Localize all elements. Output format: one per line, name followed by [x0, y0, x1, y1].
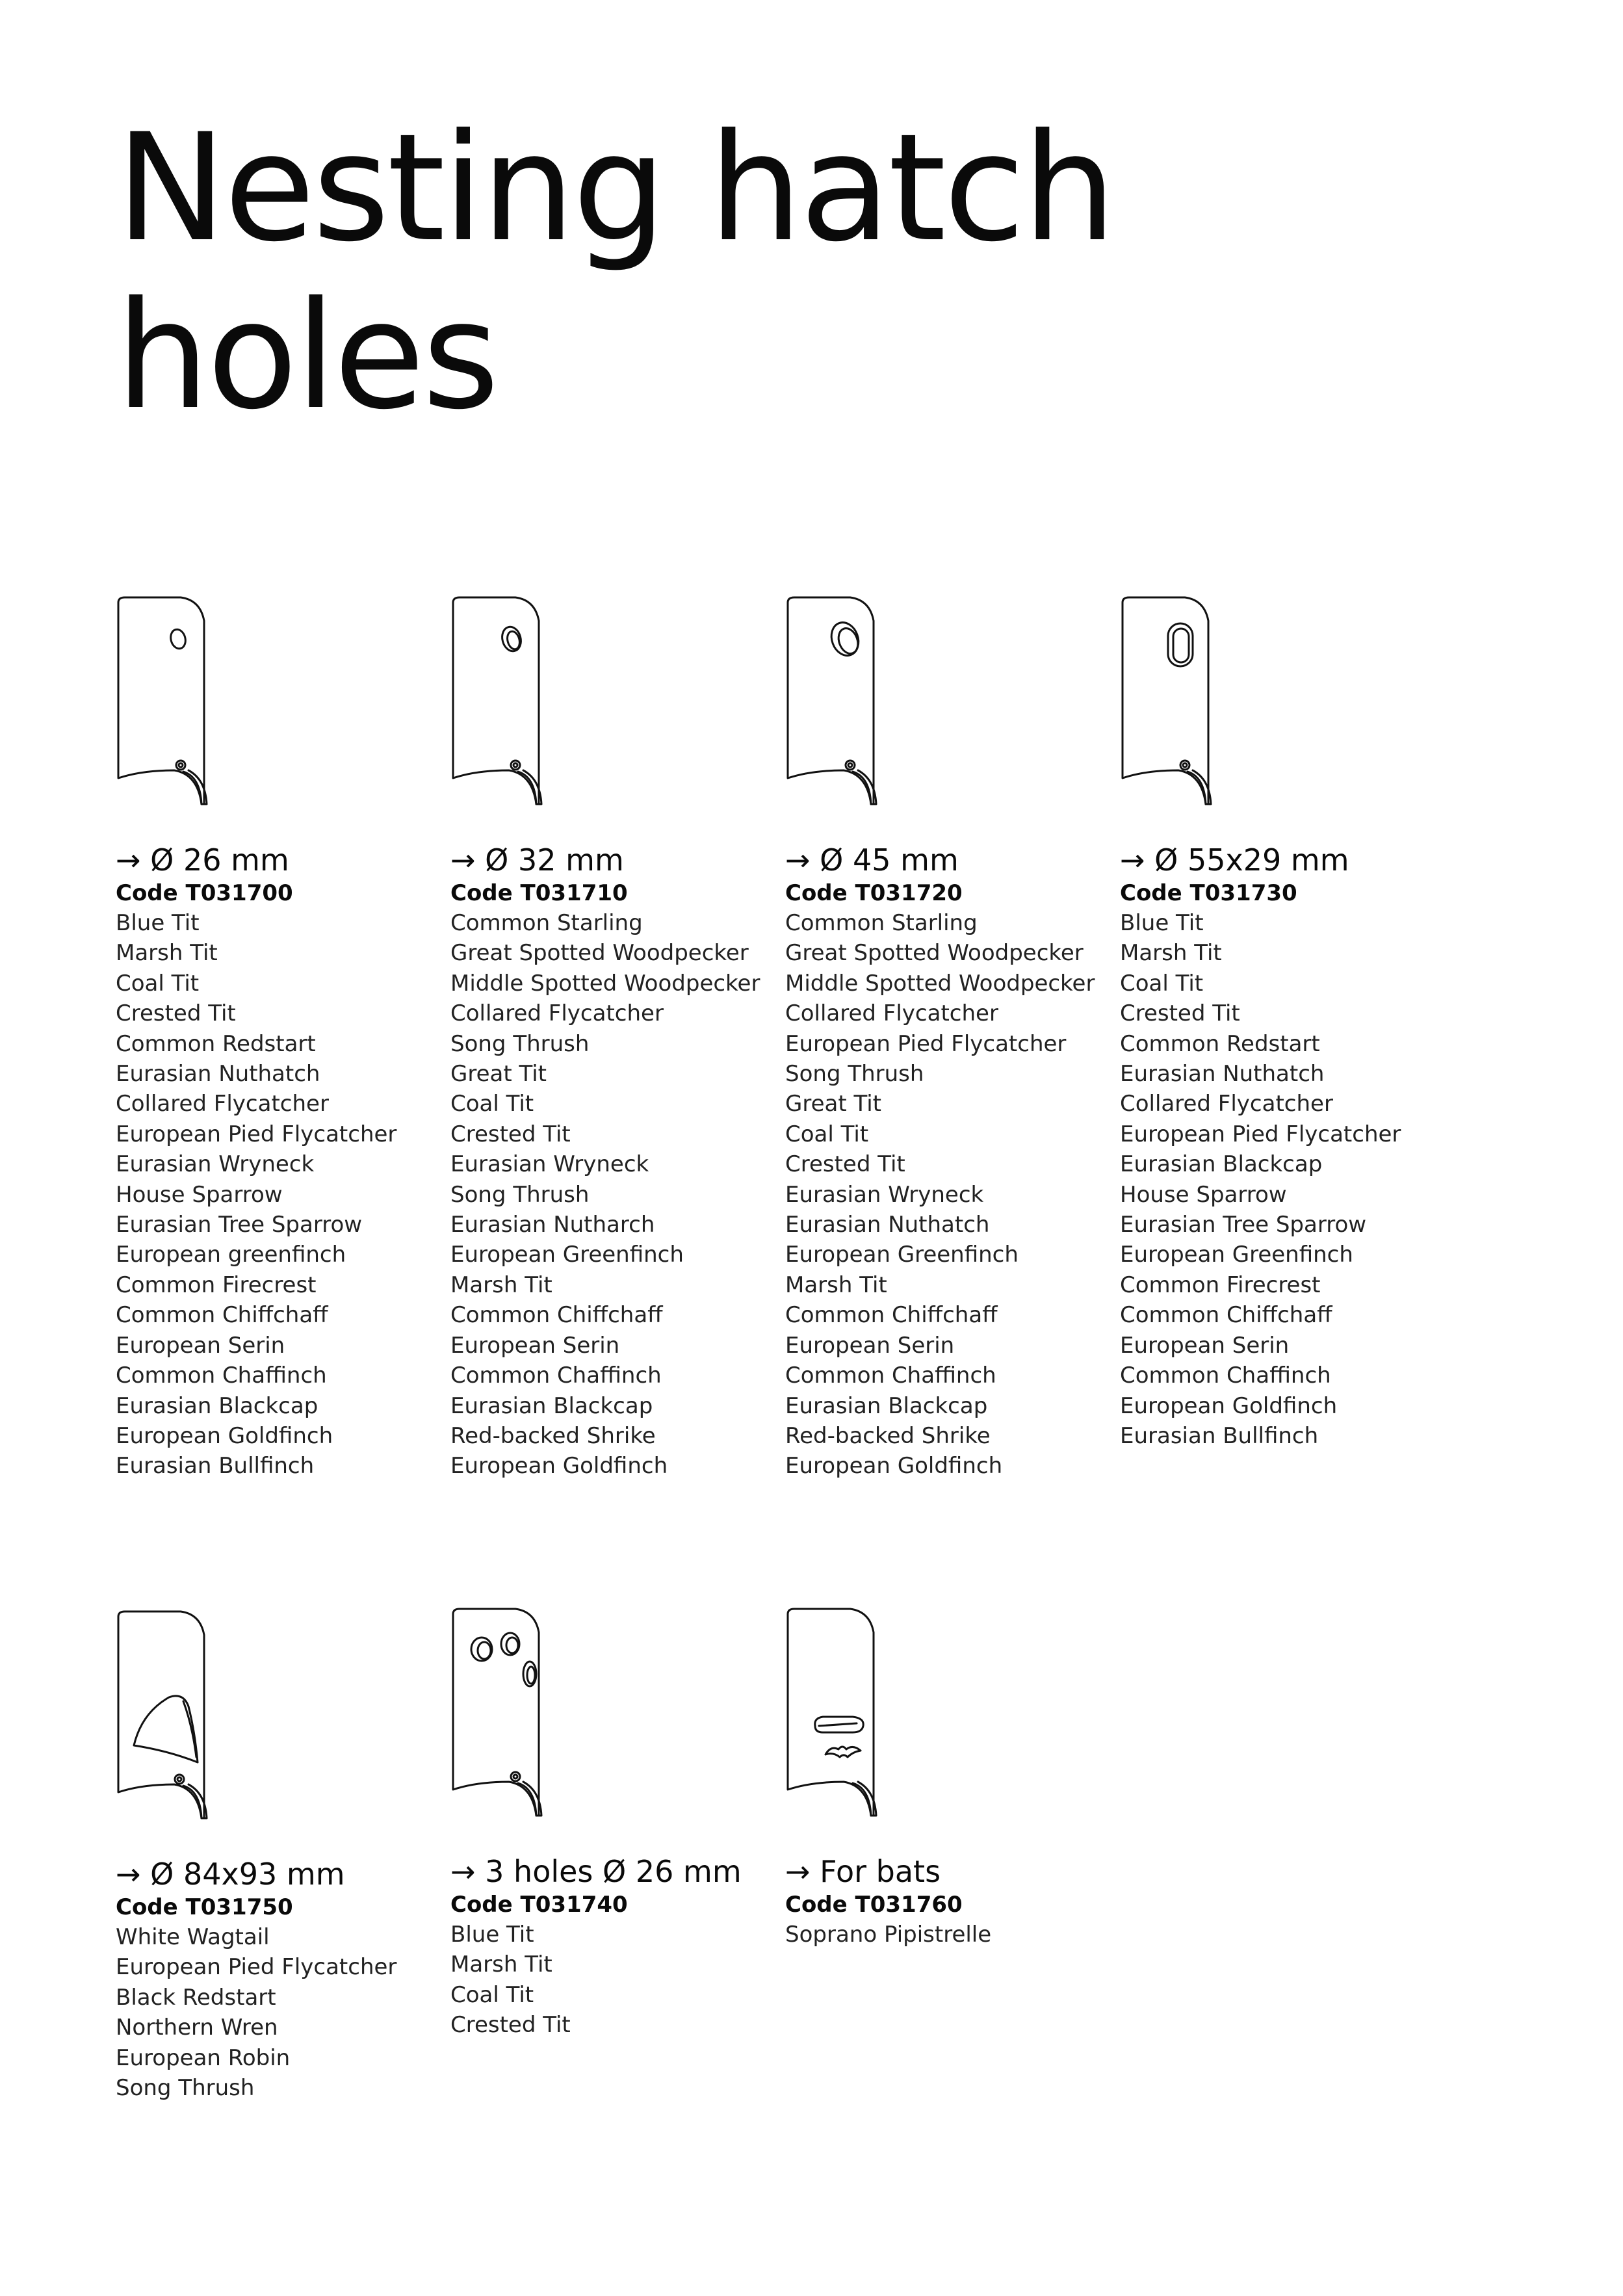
species-item: Common Chaffinch [1120, 1363, 1331, 1389]
hole-size: → Ø 26 mm [116, 842, 289, 878]
species-item: Eurasian Blackcap [450, 1392, 653, 1419]
species-item: Northern Wren [116, 2015, 278, 2041]
page-title-line-1: Nesting hatch [116, 101, 1114, 274]
species-item: Song Thrush [785, 1061, 924, 1088]
product-code: Code T031750 [116, 1894, 293, 1920]
species-item: Great Tit [450, 1061, 547, 1088]
species-item: Collared Flycatcher [116, 1091, 329, 1117]
species-item: European Pied Flycatcher [116, 1954, 397, 1981]
species-item: Blue Tit [1120, 910, 1204, 936]
species-item: Song Thrush [450, 1181, 590, 1208]
species-item: Crested Tit [785, 1151, 905, 1178]
species-item: Eurasian Nuthatch [1120, 1061, 1325, 1088]
hole-size: → Ø 45 mm [785, 842, 959, 878]
product-info [1120, 842, 1445, 1451]
species-item: Common Redstart [116, 1030, 316, 1057]
species-item: Eurasian Nuthatch [116, 1061, 320, 1088]
species-item: Common Chiffchaff [450, 1302, 663, 1329]
species-item: European Serin [116, 1332, 285, 1359]
species-item: European Pied Flycatcher [1120, 1121, 1401, 1147]
hatch-oval-hole-icon [1120, 595, 1224, 816]
hatch-three-holes-icon [450, 1606, 554, 1827]
species-item: Eurasian Nuthatch [785, 1212, 990, 1238]
species-list [785, 1920, 1110, 1950]
species-list [785, 908, 1110, 1481]
page-title-line-2: holes [116, 269, 497, 442]
species-item: Collared Flycatcher [785, 1000, 998, 1027]
species-item: European Robin [116, 2044, 291, 2071]
species-list [116, 908, 441, 1481]
species-item: House Sparrow [1120, 1181, 1287, 1208]
species-item: Eurasian Wryneck [785, 1181, 984, 1208]
species-item: Eurasian Bullfinch [116, 1453, 315, 1480]
product-info [785, 1853, 1110, 1950]
species-item: European Goldfinch [785, 1453, 1003, 1480]
species-item: European Serin [785, 1332, 955, 1359]
hatch-large-round-hole-icon [785, 595, 889, 816]
species-item: Red-backed Shrike [785, 1422, 991, 1449]
species-item: Middle Spotted Woodpecker [450, 970, 760, 997]
species-item: Eurasian Wryneck [116, 1151, 315, 1178]
species-item: Marsh Tit [450, 1951, 552, 1978]
species-item: Blue Tit [116, 910, 200, 936]
species-item: Coal Tit [785, 1121, 869, 1147]
hatch-medium-round-hole-icon [450, 595, 554, 816]
product-code: Code T031710 [450, 880, 628, 906]
hole-size: → Ø 32 mm [450, 842, 624, 878]
species-item: Eurasian Blackcap [785, 1392, 988, 1419]
product-info [450, 842, 775, 1481]
species-item: Common Starling [785, 910, 978, 936]
species-list [450, 908, 775, 1481]
product-info [116, 1856, 441, 2103]
species-item: Common Redstart [1120, 1030, 1320, 1057]
page-title [116, 101, 1114, 442]
species-item: European Serin [1120, 1332, 1290, 1359]
species-item: Crested Tit [450, 1121, 571, 1147]
species-item: Song Thrush [116, 2075, 255, 2102]
species-item: Marsh Tit [450, 1272, 552, 1298]
species-list [1120, 908, 1445, 1451]
product-code: Code T031720 [785, 880, 963, 906]
species-item: Common Firecrest [116, 1272, 317, 1298]
species-item: Common Chaffinch [450, 1363, 662, 1389]
product-info [785, 842, 1110, 1481]
species-item: Eurasian Blackcap [116, 1392, 318, 1419]
species-item: Eurasian Bullfinch [1120, 1422, 1319, 1449]
species-item: European Greenfinch [1120, 1242, 1353, 1268]
species-item: Coal Tit [450, 1981, 534, 2008]
species-item: European Pied Flycatcher [785, 1030, 1067, 1057]
species-item: Coal Tit [450, 1091, 534, 1117]
hatch-bat-slot-icon [785, 1606, 889, 1827]
species-item: Marsh Tit [785, 1272, 887, 1298]
species-item: White Wagtail [116, 1924, 270, 1950]
product-code: Code T031700 [116, 880, 293, 906]
species-item: Eurasian Tree Sparrow [116, 1212, 363, 1238]
species-item: Common Chiffchaff [116, 1302, 328, 1329]
species-item: Coal Tit [116, 970, 200, 997]
species-item: European Greenfinch [450, 1242, 684, 1268]
species-item: Common Firecrest [1120, 1272, 1321, 1298]
species-item: Collared Flycatcher [1120, 1091, 1333, 1117]
species-item: Common Chaffinch [116, 1363, 327, 1389]
species-item: Song Thrush [450, 1030, 590, 1057]
species-item: Great Tit [785, 1091, 881, 1117]
species-item: European Goldfinch [450, 1453, 668, 1480]
species-item: House Sparrow [116, 1181, 283, 1208]
species-item: Blue Tit [450, 1922, 534, 1948]
species-item: Marsh Tit [1120, 940, 1222, 967]
species-item: Common Chiffchaff [785, 1302, 998, 1329]
product-code: Code T031760 [785, 1892, 963, 1918]
species-item: Great Spotted Woodpecker [785, 940, 1084, 967]
species-item: European greenfinch [116, 1242, 346, 1268]
species-item: Crested Tit [116, 1000, 236, 1027]
species-item: European Greenfinch [785, 1242, 1019, 1268]
species-item: Coal Tit [1120, 970, 1204, 997]
species-item: Eurasian Nutharch [450, 1212, 655, 1238]
product-info [116, 842, 441, 1481]
species-item: Collared Flycatcher [450, 1000, 664, 1027]
species-item: Eurasian Tree Sparrow [1120, 1212, 1367, 1238]
hatch-small-round-hole-icon [116, 595, 220, 816]
species-item: Marsh Tit [116, 940, 218, 967]
species-item: Common Chaffinch [785, 1363, 996, 1389]
hole-size: → Ø 84x93 mm [116, 1857, 345, 1892]
species-item: European Goldfinch [1120, 1392, 1338, 1419]
hole-size: → For bats [785, 1854, 941, 1889]
hatch-half-open-hole-icon [116, 1609, 220, 1830]
species-list [116, 1922, 441, 2103]
product-code: Code T031740 [450, 1892, 628, 1918]
species-item: Common Chiffchaff [1120, 1302, 1332, 1329]
species-item: European Serin [450, 1332, 620, 1359]
species-item: Red-backed Shrike [450, 1422, 656, 1449]
species-item: Eurasian Wryneck [450, 1151, 649, 1178]
product-info [450, 1853, 775, 2041]
product-code: Code T031730 [1120, 880, 1297, 906]
species-list [450, 1920, 775, 2041]
species-item: European Pied Flycatcher [116, 1121, 397, 1147]
species-item: Eurasian Blackcap [1120, 1151, 1323, 1178]
species-item: Common Starling [450, 910, 643, 936]
species-item: Middle Spotted Woodpecker [785, 970, 1095, 997]
hole-size: → Ø 55x29 mm [1120, 842, 1349, 878]
species-item: Crested Tit [450, 2012, 571, 2039]
species-item: Crested Tit [1120, 1000, 1240, 1027]
species-item: Soprano Pipistrelle [785, 1922, 992, 1948]
species-item: European Goldfinch [116, 1422, 333, 1449]
hole-size: → 3 holes Ø 26 mm [450, 1854, 742, 1889]
species-item: Great Spotted Woodpecker [450, 940, 749, 967]
species-item: Black Redstart [116, 1984, 276, 2011]
